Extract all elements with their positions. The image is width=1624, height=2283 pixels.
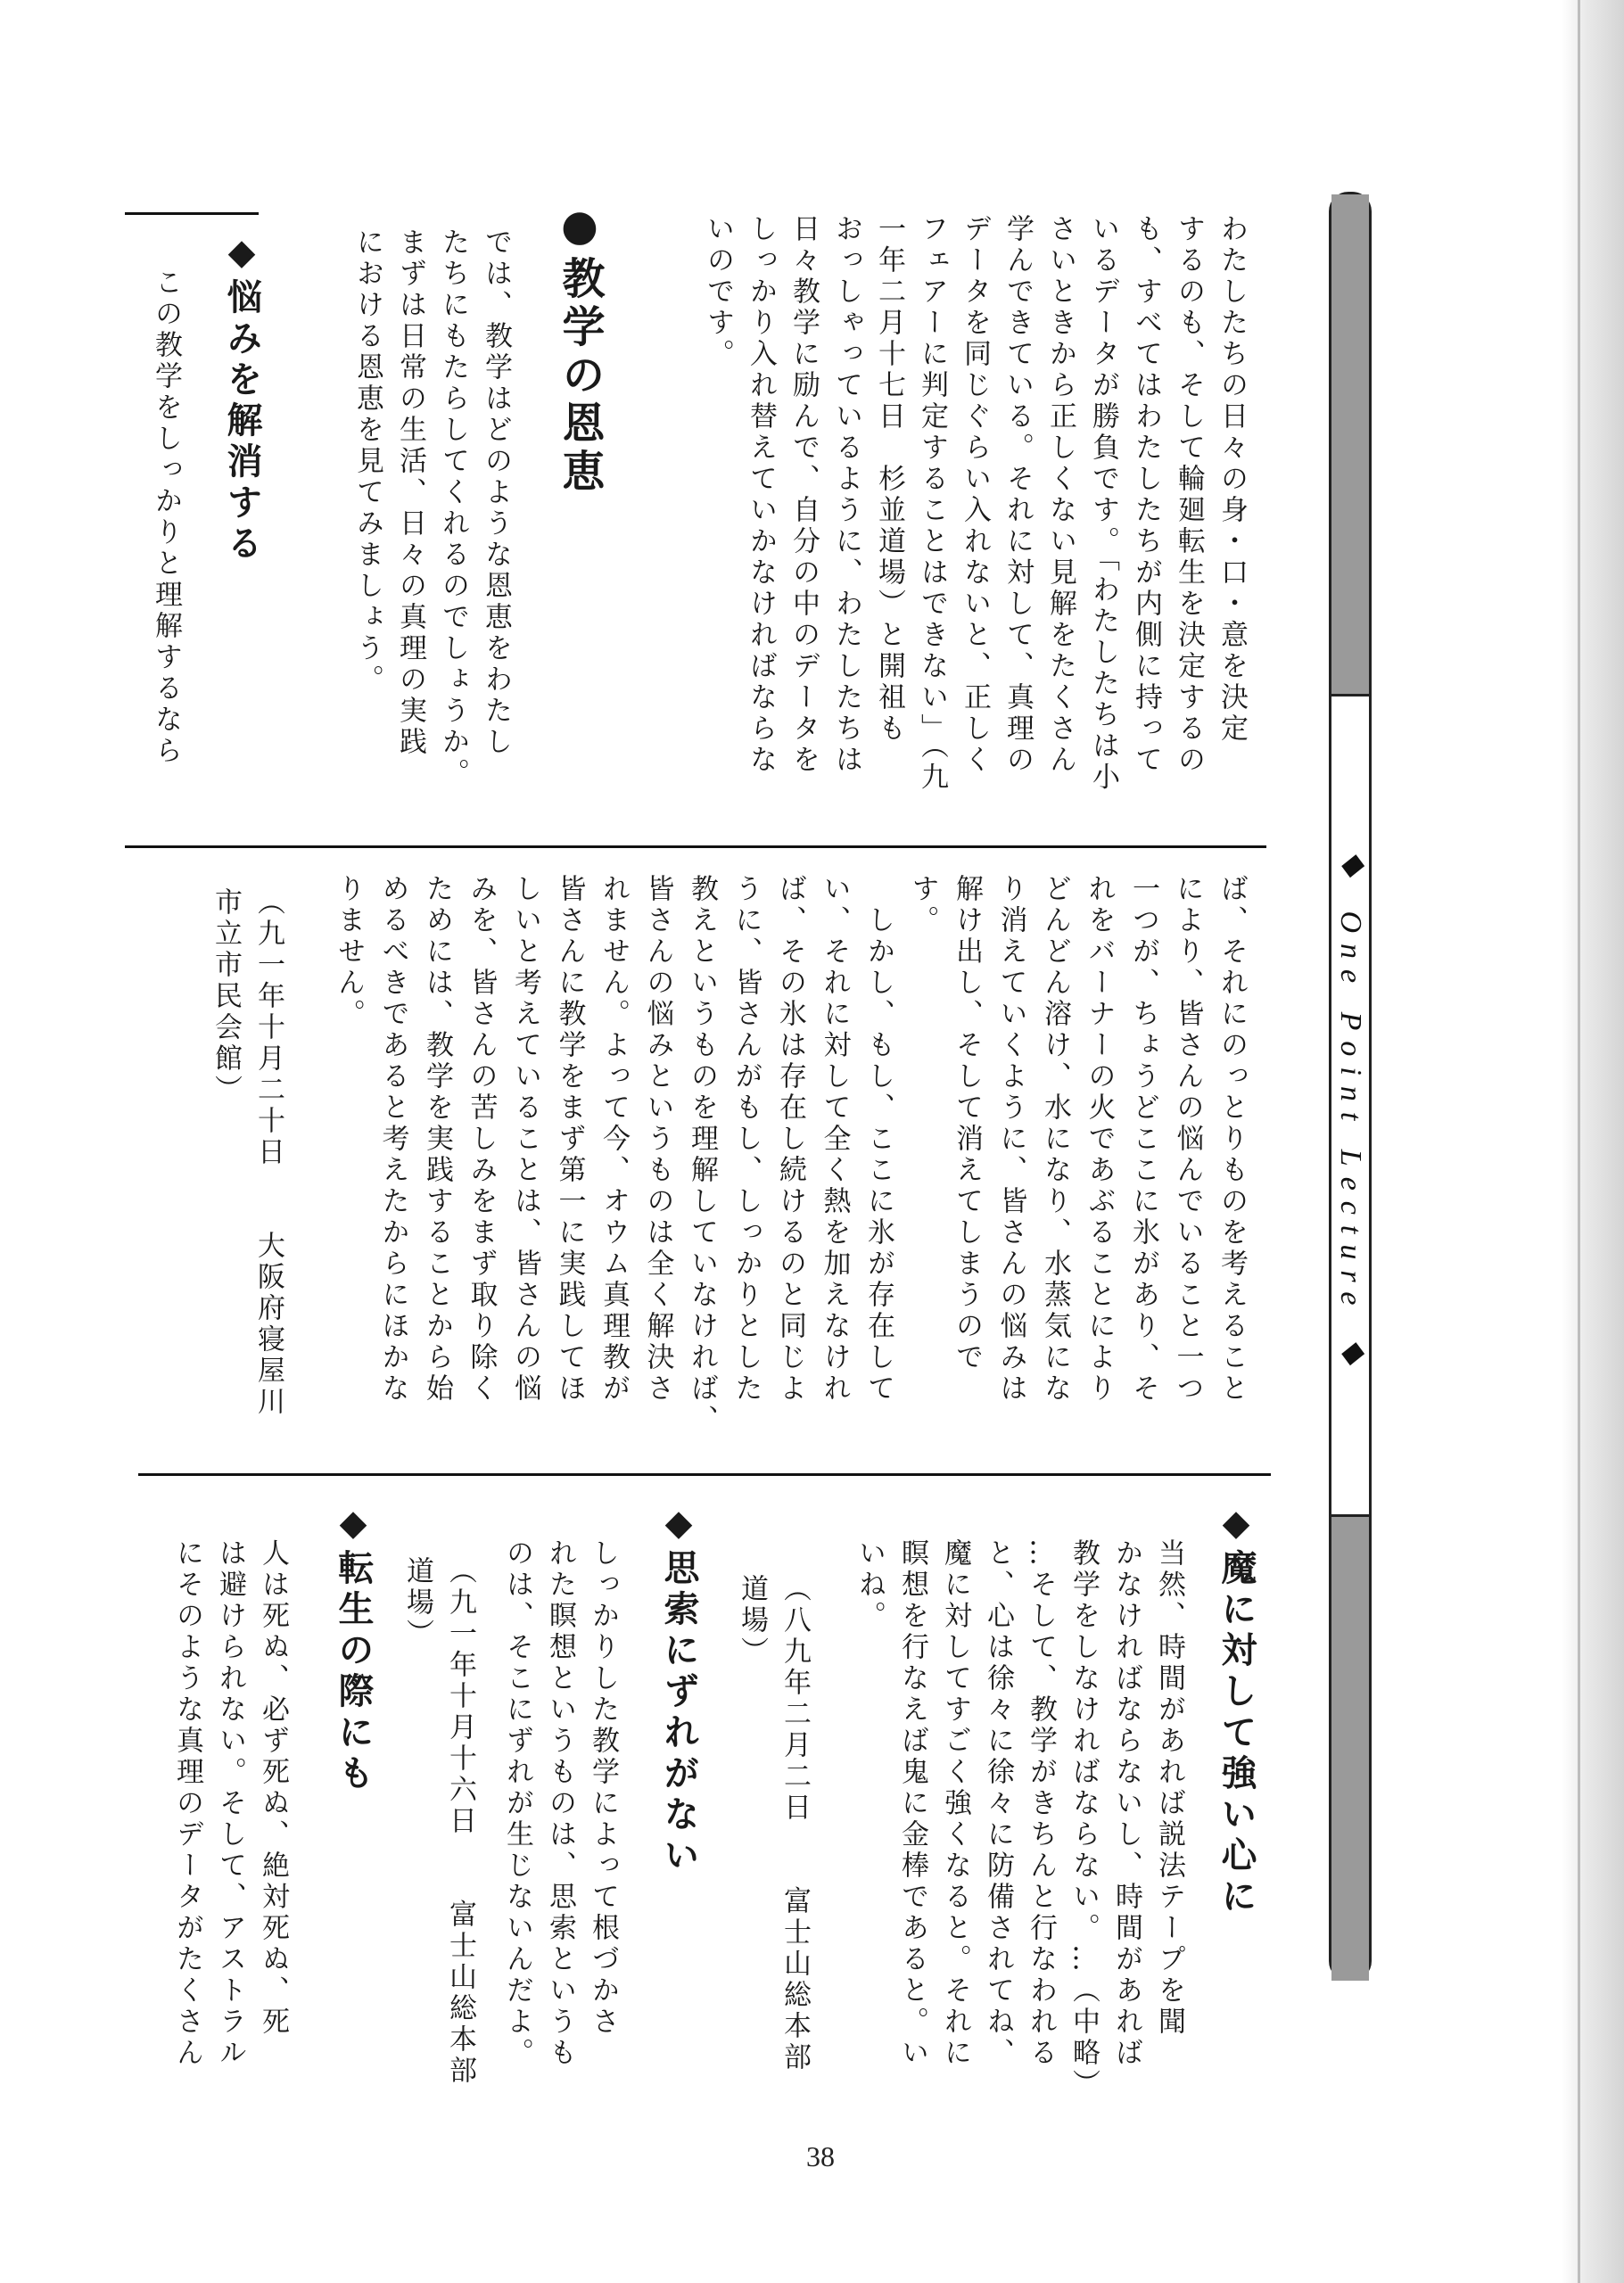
- demon-text: 当然、時間があれば説法テープを聞 かなければならないし、時間があれば 教学をしなければならない。…（中略） …そして、教学がきちんと行なわれる と、心は徐々に徐々に防備されてね、 魔に対してすごく強くなると。それに 瞑想を行なえば鬼に金棒であると。い いね。: [853, 1538, 1185, 2100]
- top-intro-text: わたしたちの日々の身・口・意を決定 するのも、そして輪廻転生を決定するの も、すべてはわたしたちが内側に持って いるデータが勝負です。「わたしたちは小 さいときから正しくない見解をたくさん 学んできている。それに対して、真理の データを同じぐらい入れないと、正しく フェアーに判定することはできない」（九 一年二月十七日 杉並道場）と開祖も おっしゃっているように、わたしたちは 日々教学に励んで、自分の中のデータを しっかり入れ替えていかなければならな いのです。: [702, 214, 1248, 794]
- side-tab-shade-top: [1331, 194, 1369, 696]
- heading-demon: ◆魔に対して強い心に: [1216, 1503, 1257, 1918]
- heading-rebirth: ◆転生の際にも: [333, 1503, 374, 1795]
- page-number: 38: [806, 2140, 835, 2172]
- side-tab: [1329, 192, 1372, 1981]
- demon-attribution: （八九年二月二日 富士山総本部道場）: [736, 1574, 811, 2073]
- heading-worries: ◆悩みを解消する: [221, 232, 262, 565]
- middle-text: ば、それにのっとりものを考えること により、皆さんの悩んでいること一つ 一つが、ちょうどここに氷があり、そ れをバーナーの火であぶることにより どんどん溶け、水になり、水蒸気にな り消えていくように、皆さんの悩みは 解け出し、そして消えてしまうので す。 しかし、もし、ここに氷が存在して い、それに対して全く熱を加えなけれ ば、その氷は存在し続けるのと同じよ うに、皆さんがもし、しっかりとした 教えというものを理解していなければ、 皆さんの悩みというものは全く解決さ れません。よって今、オウム真理教が 皆さんに教学をまず第一に実践してほ しいと考えていることは、皆さんの悩 みを、皆さんの苦しみをまず取り除く ためには、教学を実践することから始 めるべきであると考えたからにほかな りません。: [333, 874, 1248, 1436]
- heading-benefits: ●教学の恩恵: [555, 201, 605, 497]
- heading-thinking: ◆思索にずれがない: [658, 1503, 699, 1877]
- benefits-text: では、教学はどのような恩恵をわたし たちにもたらしてくれるのでしょうか。 まずは日常の生活、日々の真理の実践 における恩恵を見てみましょう。: [351, 227, 512, 789]
- page-edge-shadow: [1562, 0, 1624, 2283]
- side-tab-label: ◆ One Point Lecture ◆: [1331, 729, 1369, 1496]
- middle-attribution: （九一年十月二十日 大阪府寝屋川市立市民会館）: [210, 887, 284, 1418]
- rule-top-left: [125, 212, 259, 215]
- rebirth-text: 人は死ぬ、必ず死ぬ、絶対死ぬ、死 は避けられない。そして、アストラル にそのような真理のデータがたくさん: [171, 1538, 289, 2069]
- side-tab-shade-bottom: [1331, 1514, 1369, 1981]
- worries-text: この教学をしっかりと理解するなら: [150, 268, 182, 767]
- thinking-attribution: （九一年十月十六日 富士山総本部道場）: [401, 1556, 476, 2087]
- rule-lower: [138, 1473, 1271, 1476]
- rule-middle: [125, 845, 1266, 848]
- thinking-text: しっかりした教学によって根づかさ れた瞑想というものは、思索というも のは、そこにずれが生じないんだよ。: [501, 1538, 619, 2069]
